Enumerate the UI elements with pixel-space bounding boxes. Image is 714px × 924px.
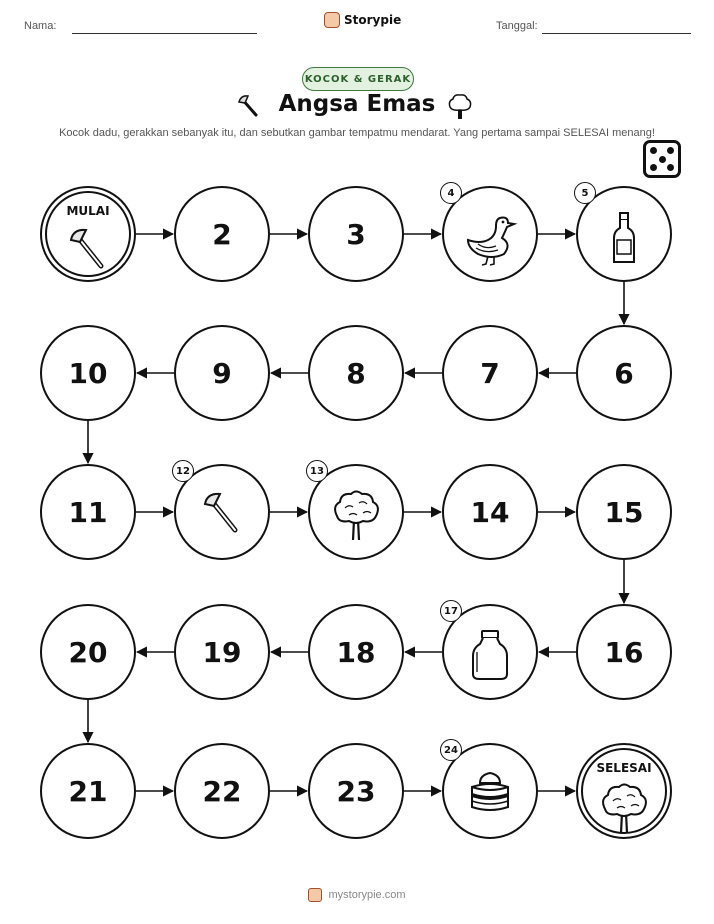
space-number-badge: 4 xyxy=(440,182,462,204)
board-space-11 xyxy=(40,464,136,560)
name-label: Nama: xyxy=(24,20,57,32)
board-space-21 xyxy=(40,743,136,839)
date-label: Tanggal: xyxy=(496,20,538,32)
board-space-7 xyxy=(442,325,538,421)
space-number: 3 xyxy=(346,217,366,251)
space-number: 14 xyxy=(470,495,510,529)
cake-icon xyxy=(466,767,514,819)
space-number: 18 xyxy=(336,635,376,669)
space-number-badge: 13 xyxy=(306,460,328,482)
bottle-icon xyxy=(604,210,644,270)
tree-icon xyxy=(329,488,383,546)
board-space-14 xyxy=(442,464,538,560)
space-number-badge: 12 xyxy=(172,460,194,482)
board-space-8 xyxy=(308,325,404,421)
board-space-9 xyxy=(174,325,270,421)
space-number: 21 xyxy=(68,774,108,808)
footer xyxy=(0,888,714,902)
space-number: 2 xyxy=(212,217,232,251)
space-number: 11 xyxy=(68,495,108,529)
goose-icon xyxy=(462,210,518,270)
storypie-footer-icon xyxy=(308,888,322,902)
board-space-3 xyxy=(308,186,404,282)
space-number: 10 xyxy=(68,356,108,390)
footer-url[interactable]: mystorypie.com xyxy=(328,889,406,901)
space-number-badge: 5 xyxy=(574,182,596,204)
space-number: 20 xyxy=(68,635,108,669)
space-number-badge: 24 xyxy=(440,739,462,761)
finish-label: SELESAI xyxy=(596,761,652,775)
page-title: Angsa Emas xyxy=(278,91,436,117)
tree-icon xyxy=(597,781,651,839)
finish-space xyxy=(576,743,672,839)
space-number: 16 xyxy=(604,635,644,669)
board-space-23 xyxy=(308,743,404,839)
board-space-6 xyxy=(576,325,672,421)
space-number: 9 xyxy=(212,356,232,390)
space-number: 19 xyxy=(202,635,242,669)
board-space-2 xyxy=(174,186,270,282)
activity-badge: KOCOK & GERAK xyxy=(302,67,414,91)
start-label: MULAI xyxy=(66,204,110,218)
board-space-10 xyxy=(40,325,136,421)
board-space-16 xyxy=(576,604,672,700)
board-space-19 xyxy=(174,604,270,700)
space-number-badge: 17 xyxy=(440,600,462,622)
instructions: Kocok dadu, gerakkan sebanyak itu, dan sebutkan gambar tempatmu mendarat. Yang pertama sampai SELESAI menang! xyxy=(59,127,655,139)
board-space-20 xyxy=(40,604,136,700)
space-number: 8 xyxy=(346,356,366,390)
board-space-22 xyxy=(174,743,270,839)
board-space-18 xyxy=(308,604,404,700)
axe-icon xyxy=(197,488,247,542)
board-space-15 xyxy=(576,464,672,560)
start-space xyxy=(40,186,136,282)
jar-icon xyxy=(468,628,512,686)
brand-name: Storypie xyxy=(344,13,402,27)
space-number: 6 xyxy=(614,356,634,390)
space-number: 7 xyxy=(480,356,500,390)
axe-icon xyxy=(63,224,113,278)
space-number: 15 xyxy=(604,495,644,529)
space-number: 23 xyxy=(336,774,376,808)
space-number: 22 xyxy=(202,774,242,808)
